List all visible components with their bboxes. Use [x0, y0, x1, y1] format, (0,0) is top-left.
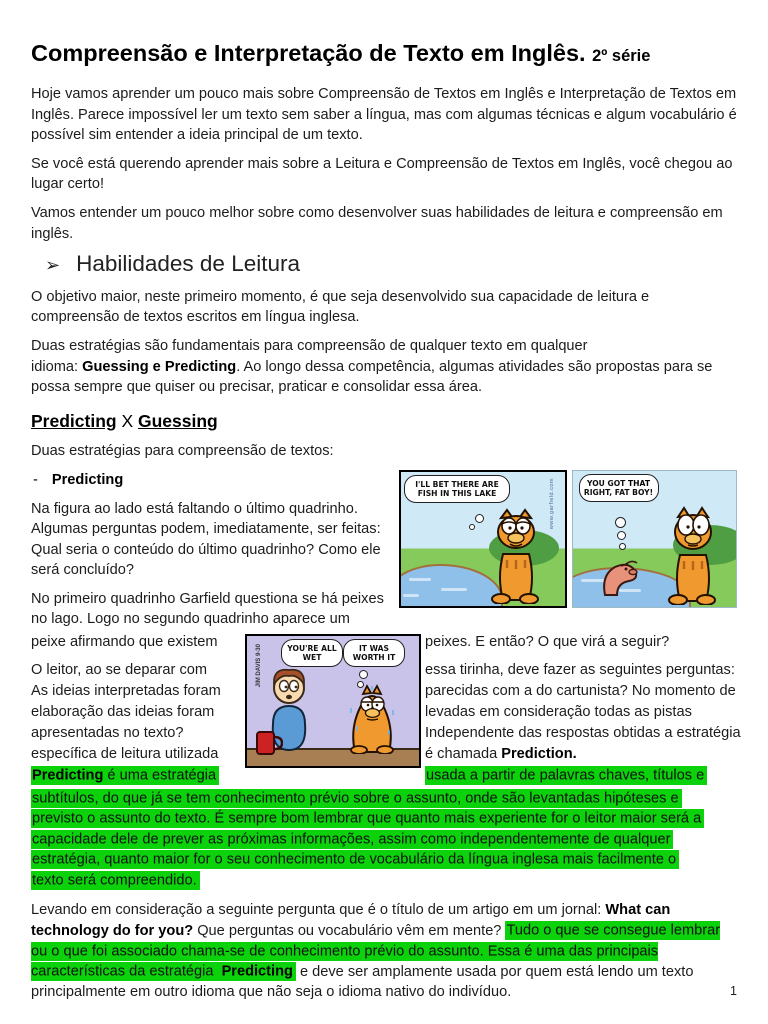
item-dash: - [33, 471, 38, 488]
speech-bubble-jon: YOU'RE ALL WET [281, 639, 343, 667]
prediction-prefix: é chamada [425, 746, 502, 763]
fish-bubble-part2: RIGHT, FAT BOY! [583, 488, 654, 498]
green-split-right [425, 765, 707, 786]
final-green-predicting: Predicting [221, 963, 293, 980]
green-line: texto será compreendido. [31, 870, 737, 891]
final-paragraph [31, 900, 737, 1003]
wrap-right-line: parecidas com a do cartunista? No momento de [425, 683, 736, 700]
strategies-intro: Duas estratégias para compreensão de textos: [31, 443, 334, 460]
thought-bubble-fish [579, 474, 659, 502]
comic-credit-vertical: www.garfield.com [548, 477, 555, 530]
final-s1: Levando em consideração a seguinte pergunta que é o título de um artigo em um jornal: [31, 902, 606, 919]
green-split-rest: é uma estratégia [103, 767, 217, 784]
comic-panel-1 [399, 470, 567, 608]
thought-dot [357, 681, 364, 688]
versus-heading [31, 411, 737, 432]
thought-dot [475, 514, 484, 523]
green-line: capacidade dele de prever as próximas informações, assim como independentemente de qualquer [31, 829, 737, 850]
green-line: previsto o assunto do texto. É sempre bom lembrar que quanto mais experiente for o leitor maior será a [31, 809, 737, 830]
skills-paragraph-2 [31, 336, 737, 398]
garfield-wet-figure [341, 682, 403, 754]
section-heading-habilidades [31, 251, 737, 277]
green-line: subtítulos, do que já se tem conhecimento prévio sobre o assunto, onde são levantadas hipóteses e [31, 788, 737, 809]
garfield-figure [483, 508, 549, 604]
wrap-left-line: elaboração das ideias foram [31, 704, 215, 721]
garfield-figure-startled [660, 505, 726, 605]
skills-p2-suffix: . Ao longo dessa competência, algumas atividades são propostas para se possa sempre que quiser ou precisar, praticar e consolidar essa área. [31, 358, 713, 396]
item-label: Predicting [51, 471, 124, 488]
versus-x: X [116, 410, 138, 431]
thought-dot [469, 524, 475, 530]
thought-bubble-text: I'LL BET THERE ARE FISH IN THIS LAKE [404, 475, 510, 503]
versus-guessing: Guessing [137, 410, 218, 431]
skills-p2-strategies: Guessing e Predicting [82, 358, 237, 375]
green-predicting-bold: Predicting [32, 767, 104, 784]
predicting-paragraph-1: Na figura ao lado está faltando o último quadrinho. Algumas perguntas podem, imediatamente, ser feitas: Qual seria o conteúdo do último quadrinho? Como ele será concluído? [31, 500, 381, 579]
versus-predicting: Predicting [31, 410, 117, 431]
comic-panel-2 [572, 470, 738, 608]
wrap-left-line: específica de leitura utilizada [31, 746, 219, 763]
fish-bubble-part1: YOU GOT [586, 478, 628, 488]
wrap-right-line: peixes. E então? O que virá a seguir? [425, 634, 670, 651]
final-question-bold: What can technology do for you? [31, 902, 671, 939]
skills-paragraph-1: O objetivo maior, neste primeiro momento, é que seja desenvolvido sua capacidade de leitura e compreensão de textos escritos em língua inglesa. [31, 288, 650, 326]
intro-paragraph-2: Se você está querendo aprender mais sobre a Leitura e Compreensão de Textos em Inglês, você chegou ao lugar certo! [31, 155, 733, 193]
wrap-left-line: As ideias interpretadas foram [31, 683, 221, 700]
final-green-text: Tudo o que se consegue lembrar ou o que foi associado chama-se de conhecimento prévio do assunto. Essa é uma das principais características da estratégia [31, 922, 721, 980]
green-split-left [31, 765, 219, 786]
thought-dot [619, 543, 626, 550]
intro-paragraph-3: Vamos entender um pouco melhor sobre como desenvolver suas habilidades de leitura e compreensão em inglês. [31, 204, 723, 242]
fish-figure [595, 555, 643, 599]
predicting-paragraph-2: No primeiro quadrinho Garfield questiona se há peixes no lago. Logo no segundo quadrinho aparece um [31, 590, 384, 628]
section-heading-text: Habilidades de Leitura [76, 251, 300, 277]
wrap-section [31, 632, 741, 784]
wrap-left-line: apresentadas no texto? [31, 725, 184, 742]
wrap-right-line: essa tirinha, deve fazer as seguintes perguntas: [425, 662, 735, 679]
thought-dot [359, 670, 368, 679]
skills-p2-line1: Duas estratégias são fundamentais para compreensão de qualquer texto em qualquer [31, 337, 588, 354]
skills-p2-prefix: idioma: [31, 358, 83, 375]
green-line: estratégia, quanto maior for o seu conhecimento de vocabulário da língua inglesa mais facilmente o [31, 850, 737, 871]
intro-paragraph-1: Hoje vamos aprender um pouco mais sobre Compreensão de Textos em Inglês e Interpretação de Textos em Inglês. Parece impossível ler um texto sem saber a língua, mas com algumas técnicas e algum vocabulário é possível sim entender a ideia principal de um texto. [31, 86, 737, 144]
green-paragraph [31, 788, 737, 891]
comic-credit-jim-davis: JIM DAVIS 9-30 [256, 644, 262, 688]
thought-bubble-garfield: IT WAS WORTH IT [343, 639, 405, 667]
wrap-right-line: Independente das respostas obtidas a estratégia [425, 725, 741, 742]
arrow-bullet-icon: ➢ [45, 255, 61, 276]
wrap-left-line: O leitor, ao se deparar com [31, 662, 208, 679]
prediction-bold: Prediction. [501, 746, 577, 763]
garfield-comic-strip-wet [245, 634, 421, 768]
green-split-right-text: usada a partir de palavras chaves, títulos e [425, 766, 707, 785]
final-s6: e deve ser amplamente usada por quem está lendo um texto principalmente em outro idioma que não seja o idioma nativo do indivíduo. [31, 963, 694, 1001]
final-s3: Que perguntas ou vocabulário vêm em mente? [193, 922, 506, 939]
page-number: 1 [730, 984, 737, 998]
wrap-right-line: levadas em consideração todas as pistas [425, 704, 692, 721]
thought-dot [617, 531, 626, 540]
red-mug [255, 730, 283, 756]
page-title-grade: 2º série [592, 47, 651, 65]
page-title-text: Compreensão e Interpretação de Texto em Inglês. [31, 40, 586, 66]
fish-bubble-bold: THAT [628, 478, 651, 488]
page-title [31, 40, 737, 70]
thought-dot [615, 517, 626, 528]
wrap-left-line: peixe afirmando que existem [31, 634, 218, 651]
garfield-comic-strip-lake [399, 470, 737, 608]
wrap-right-last-line [425, 744, 577, 765]
